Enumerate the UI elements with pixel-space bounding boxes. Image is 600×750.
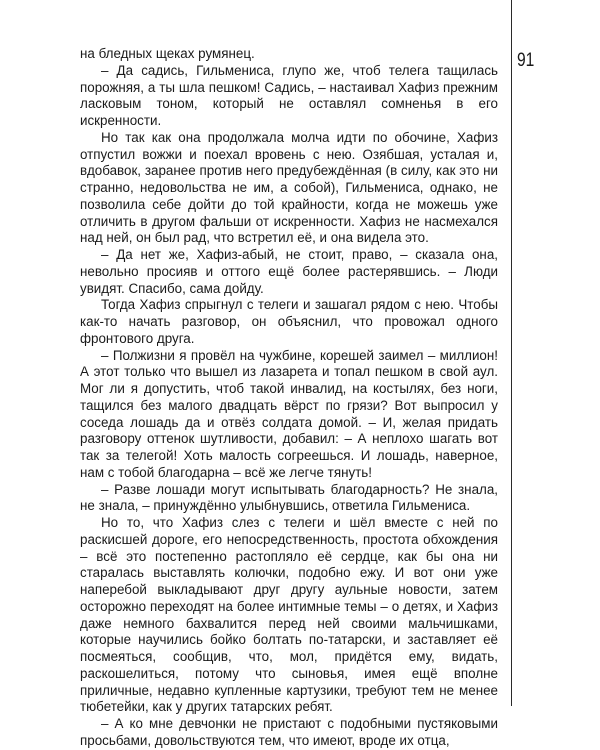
paragraph: Но то, что Хафиз слез с телеги и шёл вместе с ней по раскисшей дороге, его непосредственность, простота обхождения – всё это постепенно растопляло её сердце, как бы она ни старалась выставлять колючки, подобно ежу. И вот они уже наперебой выкладывают друг другу аульные новости, затем осторожно переходят на более интимные темы – о детях, и Хафиз даже немного бахвалится перед ней своими мальчишками, которые научились бойко болтать по-татарски, и заставляет её посмеяться, сообщив, что, мол, придётся ему, видать, раскошелиться, потому что сыновья, имея ещё вполне приличные, недавно купленные картузики, требуют тем не менее тюбетейки, как у других татарских ребят. — [80, 515, 498, 715]
paragraph: – Да нет же, Хафиз-абый, не стоит, право, – сказала она, невольно просияв и оттого ещё более растерявшись. – Люди увидят. Спасибо, сама дойду. — [80, 247, 498, 296]
body-text — [80, 46, 498, 750]
paragraph: – Да садись, Гильмениса, глупо же, чтоб телега тащилась порожняя, а ты шла пешком! Садись, – настаивал Хафиз прежним ласковым тоном, который не оставлял сомненья в его искренности. — [80, 62, 498, 128]
paragraph: Но так как она продолжала молча идти по обочине, Хафиз отпустил вожжи и поехал вровень с нею. Озябшая, усталая и, вдобавок, заранее против него предубеждённая (в силу, как это ни странно, недовольства не им, а собой), Гильмениса, однако, не позволила себе дойти до той крайности, когда не можешь уже отличить в другом фальши от искренности. Хафиз не насмехался над ней, он был рад, что встретил её, и она видела это. — [80, 129, 498, 246]
paragraph: – А ко мне девчонки не пристают с подобными пустяковыми просьбами, довольствуются тем, что имеют, вроде их отца, — [80, 716, 498, 748]
page-edge-rule — [511, 0, 512, 706]
page-number: 91 — [517, 50, 535, 71]
paragraph: – Полжизни я провёл на чужбине, корешей заимел – миллион! А этот только что вышел из лазарета и топал пешком в свой аул. Мог ли я допустить, чтоб такой инвалид, на костылях, без ноги, тащился без малого двадцать вёрст по грязи? Вот выпросил у соседа лошадь да и отвёз солдата домой. – И, желая придать разговору оттенок шутливости, добавил: – А неплохо шагать вот так за телегой! Хоть малость согреешься. И лошадь, наверное, нам с тобой благодарна – всё же легче тянуть! — [80, 347, 498, 480]
paragraph: на бледных щеках румянец. — [80, 46, 255, 61]
paragraph: – Разве лошади могут испытывать благодарность? Не знала, не знала, – принуждённо улыбнувшись, ответила Гильмениса. — [80, 481, 498, 514]
paragraph: Тогда Хафиз спрыгнул с телеги и зашагал рядом с нею. Чтобы как-то начать разговор, он объяснил, что провожал одного фронтового друга. — [80, 297, 498, 346]
